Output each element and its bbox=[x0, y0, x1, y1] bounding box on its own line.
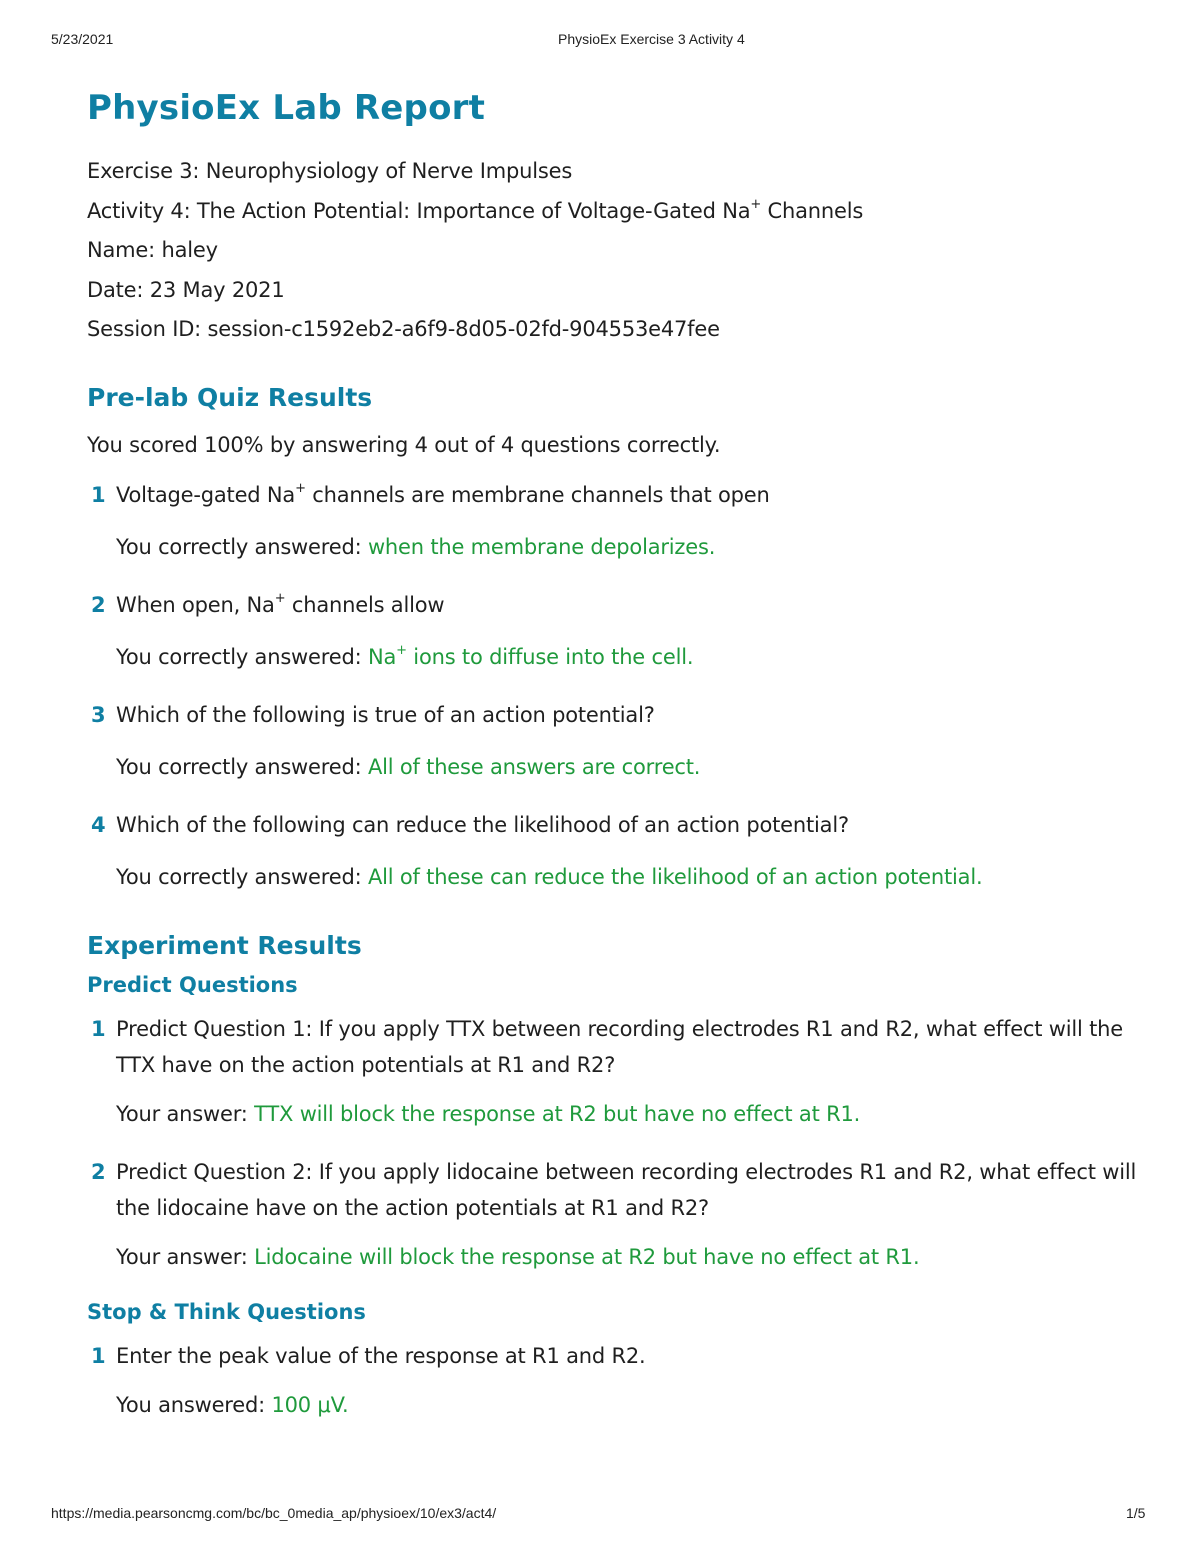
question-text-b: channels are membrane channels that open bbox=[305, 482, 770, 507]
question-sup: + bbox=[295, 480, 306, 496]
answer-label: You correctly answered: bbox=[116, 534, 368, 559]
prelab-answer-3 bbox=[87, 752, 1147, 782]
prelab-answer-2 bbox=[87, 642, 1147, 672]
activity-sup: + bbox=[750, 196, 762, 212]
question-number: 2 bbox=[91, 592, 106, 617]
activity-suffix: Channels bbox=[761, 198, 864, 223]
report-content bbox=[87, 84, 1147, 1420]
answer-value: when the membrane depolarizes. bbox=[367, 534, 716, 559]
question-number: 3 bbox=[91, 702, 106, 727]
question-number: 1 bbox=[91, 482, 106, 507]
answer-label: Your answer: bbox=[116, 1244, 255, 1269]
question-text: Enter the peak value of the response at R1 and R2. bbox=[116, 1343, 646, 1368]
predict-question-1 bbox=[87, 1011, 1147, 1083]
answer-label: Your answer: bbox=[116, 1101, 255, 1126]
question-text: Voltage-gated Na bbox=[116, 482, 296, 507]
prelab-question-3 bbox=[87, 697, 1147, 733]
stop-think-question-1 bbox=[87, 1338, 1147, 1374]
prelab-question-2 bbox=[87, 587, 1147, 623]
question-text: Which of the following can reduce the likelihood of an action potential? bbox=[116, 812, 849, 837]
answer-value: Lidocaine will block the response at R2 but have no effect at R1. bbox=[254, 1244, 920, 1269]
activity-line bbox=[87, 192, 1147, 232]
answer-label: You correctly answered: bbox=[116, 754, 368, 779]
answer-value-b: ions to diffuse into the cell. bbox=[406, 644, 694, 669]
date-line: Date: 23 May 2021 bbox=[87, 277, 285, 302]
question-number: 1 bbox=[91, 1343, 106, 1368]
question-sup: + bbox=[274, 590, 286, 606]
question-number: 4 bbox=[91, 812, 106, 837]
answer-value-a: Na bbox=[367, 644, 397, 669]
predict-answer-1 bbox=[87, 1099, 1147, 1129]
answer-label: You answered: bbox=[116, 1392, 272, 1417]
answer-value: All of these can reduce the likelihood of an action potential. bbox=[367, 864, 983, 889]
question-number: 2 bbox=[91, 1159, 106, 1184]
prelab-question-1 bbox=[87, 477, 1147, 513]
question-text-b: channels allow bbox=[285, 592, 445, 617]
answer-value bbox=[367, 642, 694, 669]
print-footer-page-number: 1/5 bbox=[1126, 1505, 1146, 1521]
prelab-score: You scored 100% by answering 4 out of 4 questions correctly. bbox=[87, 432, 721, 457]
report-meta bbox=[87, 152, 1147, 350]
session-line: Session ID: session-c1592eb2-a6f9-8d05-02fd-904553e47fee bbox=[87, 317, 720, 341]
activity-text: Activity 4: The Action Potential: Importance of Voltage-Gated Na bbox=[87, 198, 751, 223]
answer-value: TTX will block the response at R2 but have no effect at R1. bbox=[254, 1101, 861, 1126]
answer-sup: + bbox=[396, 642, 407, 658]
exercise-line: Exercise 3: Neurophysiology of Nerve Impulses bbox=[87, 159, 573, 183]
prelab-question-4 bbox=[87, 807, 1147, 843]
name-line: Name: haley bbox=[87, 238, 218, 262]
predict-heading: Predict Questions bbox=[87, 972, 298, 997]
prelab-answer-4 bbox=[87, 862, 1147, 892]
stop-think-answer-1 bbox=[87, 1390, 1147, 1420]
answer-label: You correctly answered: bbox=[116, 864, 368, 889]
question-text: Which of the following is true of an action potential? bbox=[116, 702, 655, 727]
report-title: PhysioEx Lab Report bbox=[87, 88, 486, 128]
prelab-answer-1 bbox=[87, 532, 1147, 562]
question-text: Predict Question 2: If you apply lidocaine between recording electrodes R1 and R2, what effect will the lidocaine have on the action potentials at R1 and R2? bbox=[116, 1159, 1137, 1220]
prelab-heading: Pre-lab Quiz Results bbox=[87, 382, 373, 412]
predict-answer-2 bbox=[87, 1242, 1147, 1272]
question-number: 1 bbox=[91, 1016, 106, 1041]
print-header-title: PhysioEx Exercise 3 Activity 4 bbox=[558, 31, 745, 47]
question-text: Predict Question 1: If you apply TTX between recording electrodes R1 and R2, what effect will the TTX have on the action potentials at R1 and R2? bbox=[116, 1016, 1123, 1077]
experiment-heading: Experiment Results bbox=[87, 930, 362, 960]
predict-question-2 bbox=[87, 1154, 1147, 1226]
print-header-date: 5/23/2021 bbox=[51, 31, 114, 47]
print-footer-url[interactable]: https://media.pearsoncmg.com/bc/bc_0media_ap/physioex/10/ex3/act4/ bbox=[51, 1505, 497, 1521]
answer-value: 100 μV. bbox=[271, 1392, 349, 1417]
question-text: When open, Na bbox=[116, 592, 275, 617]
answer-label: You correctly answered: bbox=[116, 644, 368, 669]
answer-value: All of these answers are correct. bbox=[367, 754, 701, 779]
stop-think-heading: Stop & Think Questions bbox=[87, 1299, 366, 1324]
